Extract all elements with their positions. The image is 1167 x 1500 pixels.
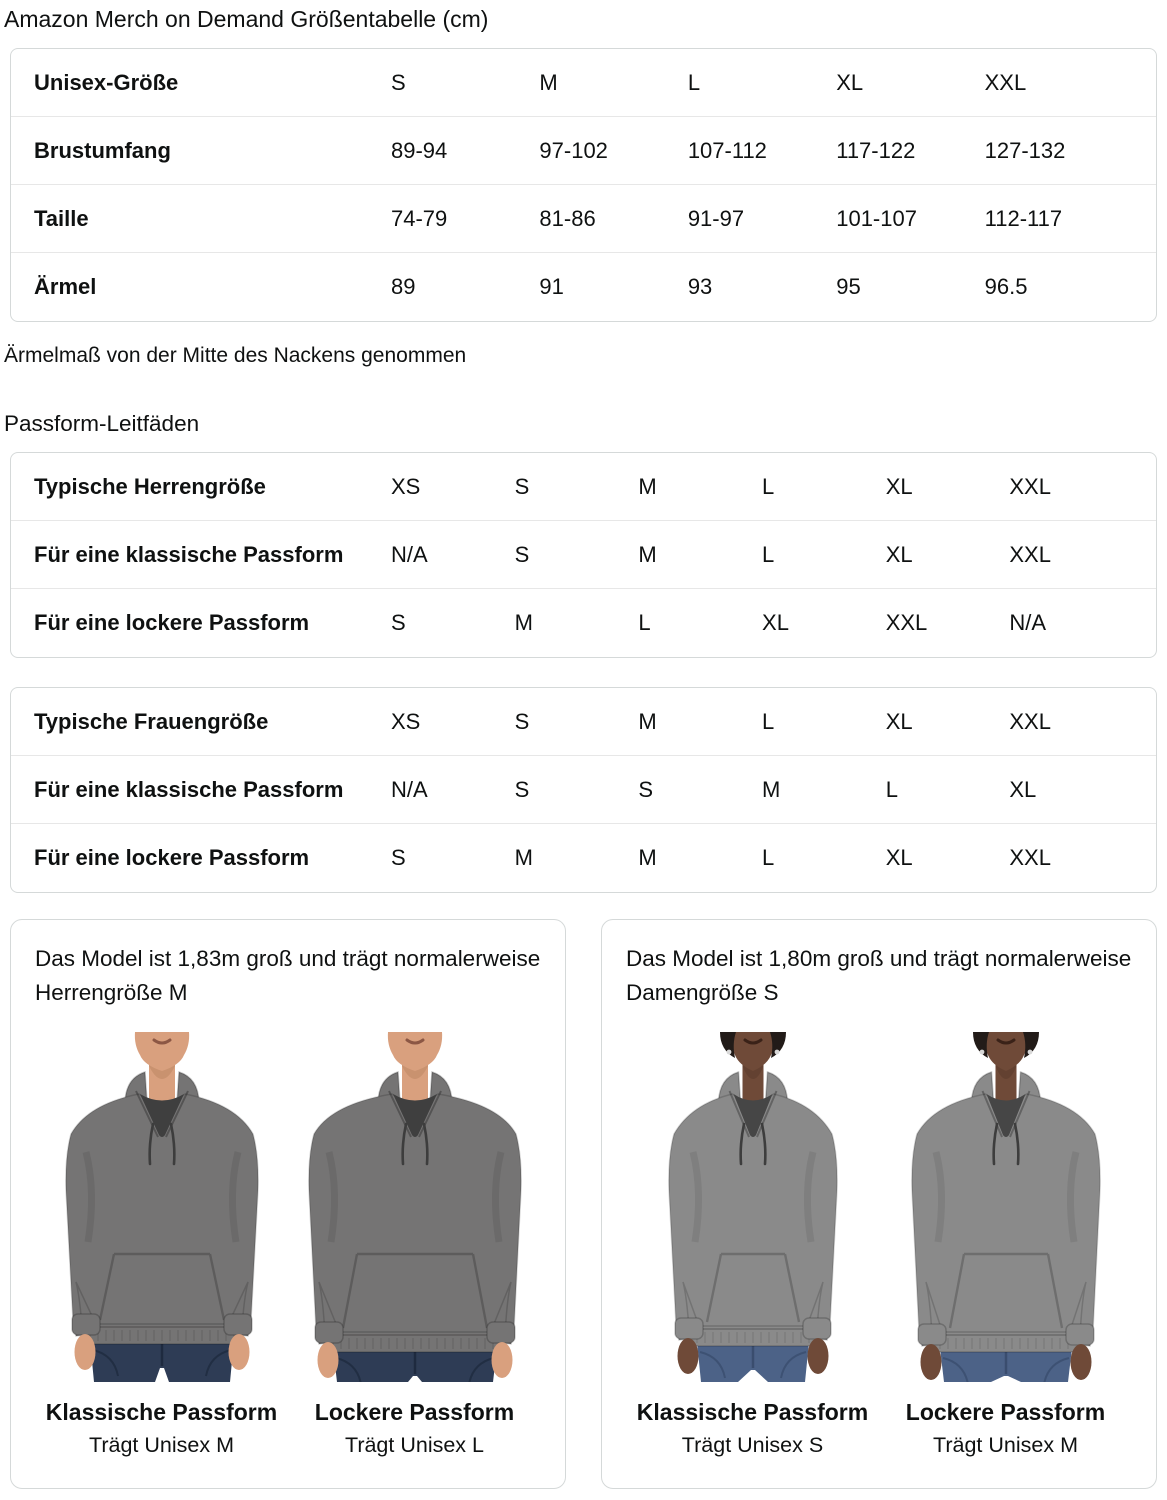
row-label: Typische Frauengröße [34,708,269,734]
row-label: Ärmel [34,274,97,299]
size-cell: N/A [1009,610,1047,635]
size-cell: M [539,69,558,95]
size-cell: XXL [984,69,1027,95]
size-cell: L [762,708,775,734]
size-cell: XL [885,845,913,870]
size-cell: S [391,69,406,95]
measurement-cell: 112-117 [984,205,1063,231]
measurement-cell: 117-122 [836,137,916,163]
measurement-cell: 101-107 [836,205,917,231]
model-card-men [10,919,566,1489]
table-row [11,253,1156,321]
table-row [11,521,1156,589]
measurement-cell: 96.5 [984,274,1028,299]
model-card-women [601,919,1157,1489]
size-worn-label: Trägt Unisex S [681,1433,824,1457]
measurement-cell: 95 [836,274,861,299]
table-row [11,185,1156,253]
model-photo-loose-fit [881,1032,1131,1382]
model-description: Das Model ist 1,80m groß und trägt normalerweise Damengröße S [626,946,1132,1005]
model-photo-loose-fit [290,1032,540,1382]
row-label: Für eine lockere Passform [34,610,310,635]
measurement-cell: 89 [391,274,416,299]
table-row [11,117,1156,185]
size-cell: XL [1009,776,1037,802]
womens-fit-table [10,687,1157,893]
measurement-cell: 89-94 [391,137,448,163]
size-cell: S [514,473,530,499]
size-cell: XS [391,473,421,499]
size-cell: L [762,845,775,870]
measurement-cell: 91-97 [687,205,745,231]
size-cell: XXL [885,610,928,635]
table-row [11,453,1156,521]
unisex-size-table [10,48,1157,322]
model-photo-classic-fit [37,1032,287,1382]
measurement-cell: 91 [539,274,564,299]
table-row [11,756,1156,824]
table-row [11,589,1156,657]
size-cell: XL [885,541,913,567]
measurement-cell: 93 [687,274,713,299]
model-cards [10,919,1157,1489]
size-cell: XXL [1009,845,1051,870]
size-cell: L [687,69,701,95]
size-cell: XL [762,610,789,635]
size-cell: S [391,610,406,635]
model-description: Das Model ist 1,83m groß und trägt normalerweise Herrengröße M [35,946,541,1005]
fit-label: Klassische Passform [45,1399,278,1425]
measurement-cell: 127-132 [984,137,1066,163]
size-cell: M [638,845,657,870]
row-label: Für eine lockere Passform [34,845,310,870]
row-label: Für eine klassische Passform [34,776,344,802]
row-label: Für eine klassische Passform [34,541,344,567]
size-cell: XXL [1009,541,1051,567]
row-label: Taille [34,205,89,231]
size-worn-label: Trägt Unisex M [89,1433,234,1457]
measurement-cell: 97-102 [539,137,608,163]
measurement-cell: 107-112 [687,137,767,163]
table-row [11,688,1156,756]
fit-guides-title: Passform-Leitfäden [4,411,200,436]
size-cell: XXL [1009,708,1051,734]
measurement-cell: 81-86 [539,205,596,231]
size-cell: M [638,473,657,499]
size-cell: M [638,708,657,734]
size-cell: XS [391,708,421,734]
row-label: Unisex-Größe [34,69,179,95]
table-row [11,824,1156,892]
model-photos [35,1032,541,1382]
size-cell: S [514,776,530,802]
measurement-cell: 74-79 [391,205,448,231]
page-title: Amazon Merch on Demand Größentabelle (cm) [4,6,489,32]
model-photos [626,1032,1132,1382]
size-cell: M [514,610,533,635]
size-cell: S [391,845,406,870]
size-cell: M [638,541,657,567]
size-cell: L [762,473,775,499]
size-cell: M [762,776,781,802]
size-cell: N/A [391,776,428,802]
size-worn-label: Trägt Unisex L [344,1433,484,1457]
size-cell: XXL [1009,473,1051,499]
table-row [11,49,1156,117]
size-worn-label: Trägt Unisex M [933,1433,1078,1457]
row-label: Brustumfang [34,137,171,163]
row-label: Typische Herrengröße [34,473,266,499]
size-cell: N/A [391,541,428,567]
size-cell: XL [836,69,864,95]
size-cell: S [638,776,654,802]
size-cell: L [762,541,775,567]
fit-label: Lockere Passform [314,1399,515,1425]
size-cell: S [514,541,530,567]
fit-label: Lockere Passform [905,1399,1106,1425]
sleeve-measure-note: Ärmelmaß von der Mitte des Nackens genommen [4,344,467,367]
size-cell: S [514,708,530,734]
model-photo-classic-fit [628,1032,878,1382]
fit-label: Klassische Passform [636,1399,869,1425]
size-cell: XL [885,708,913,734]
mens-fit-table [10,452,1157,658]
size-cell: L [638,610,651,635]
size-cell: L [885,776,898,802]
size-cell: XL [885,473,913,499]
size-cell: M [514,845,533,870]
